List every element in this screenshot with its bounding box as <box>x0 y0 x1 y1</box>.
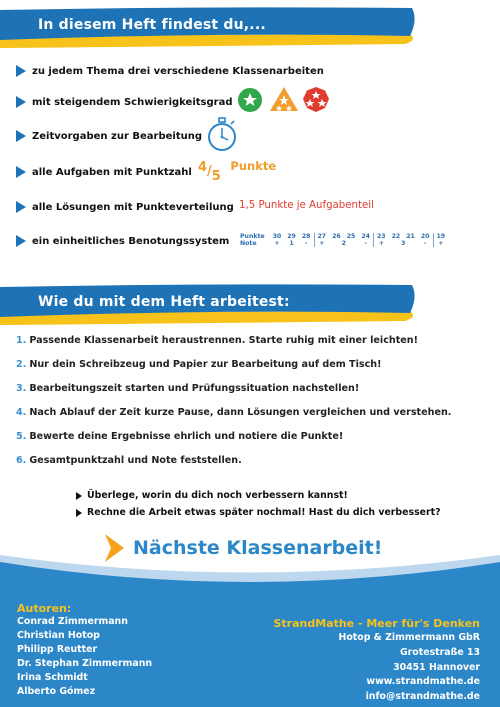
note-cell: + <box>274 240 280 247</box>
note-cell: 3 <box>401 240 406 247</box>
points-cell: 21 <box>406 233 415 240</box>
tip-text: Rechne die Arbeit etwas später nochmal! Hast du dich verbessert? <box>87 507 441 518</box>
feature-label: alle Lösungen mit Punkteverteilung <box>32 201 234 213</box>
note-cell: + <box>374 240 389 247</box>
feature-label: alle Aufgaben mit Punktzahl <box>32 166 192 178</box>
author-name: Philipp Reutter <box>17 644 98 655</box>
points-label: Punkte <box>240 233 265 240</box>
points-cell: 23 <box>374 233 389 240</box>
author-name: Conrad Zimmermann <box>17 616 128 627</box>
tip-text: Überlege, worin du dich noch verbessern kannst! <box>87 490 348 501</box>
feature-label: zu jedem Thema drei verschiedene Klassenarbeiten <box>32 65 324 77</box>
note-cell: - <box>304 240 308 247</box>
step-text: Passende Klassenarbeit heraustrennen. Starte ruhig mit einer leichten! <box>29 335 419 346</box>
publisher-website-link[interactable]: www.strandmathe.de <box>366 676 480 688</box>
authors-title: Autoren: <box>17 602 72 615</box>
step-text: Gesamtpunktzahl und Note feststellen. <box>29 455 242 466</box>
publisher-street: Grotestraße 13 <box>399 646 480 658</box>
points-cell: 26 <box>332 233 341 240</box>
points-cell: 28 <box>301 233 311 240</box>
feature-label: mit steigendem Schwierigkeitsgrad <box>32 96 233 108</box>
publisher-city: 30451 Hannover <box>393 661 480 673</box>
publisher-block <box>273 616 480 705</box>
authors-block <box>17 602 152 699</box>
step-text: Bewerte deine Ergebnisse ehrlich und notiere die Punkte! <box>29 431 344 442</box>
note-cell: + <box>314 240 329 247</box>
note-cell: 1 <box>289 240 294 247</box>
author-name: Dr. Stephan Zimmermann <box>17 658 153 669</box>
note-cell: + <box>433 240 448 247</box>
feature-label: Zeitvorgaben zur Bearbeitung <box>32 130 202 142</box>
points-cell: 30 <box>272 233 282 240</box>
step-number: 5. <box>16 431 27 442</box>
step-number: 6. <box>16 455 27 466</box>
points-cell: 25 <box>346 233 356 240</box>
publisher-company: Hotop & Zimmermann GbR <box>338 632 480 643</box>
note-cell: 2 <box>341 240 346 247</box>
points-cell: 27 <box>314 233 329 240</box>
points-numerator: 4 <box>198 160 208 175</box>
note-label: Note <box>240 240 257 247</box>
author-name: Irina Schmidt <box>17 672 88 683</box>
points-cell: 22 <box>391 233 401 240</box>
note-cell: - <box>364 240 367 247</box>
feature-label: ein einheitliches Benotungssystem <box>32 235 230 247</box>
step-number: 3. <box>16 383 27 394</box>
step-number: 2. <box>16 359 27 370</box>
next-exam-label: Nächste Klassenarbeit! <box>133 537 383 559</box>
banner-title: Wie du mit dem Heft arbeitest: <box>38 294 290 310</box>
step-text: Nur dein Schreibzeug und Papier zur Bearbeitung auf dem Tisch! <box>29 359 382 370</box>
step-number: 1. <box>16 335 27 346</box>
points-slash: / <box>207 164 212 179</box>
publisher-title: StrandMathe - Meer für's Denken <box>273 617 480 630</box>
publisher-email-link[interactable]: info@strandmathe.de <box>365 691 480 703</box>
points-cell: 19 <box>433 233 448 240</box>
step-text: Nach Ablauf der Zeit kurze Pause, dann Lösungen vergleichen und verstehen. <box>29 407 452 418</box>
author-name: Alberto Gómez <box>17 686 96 697</box>
step-text: Bearbeitungszeit starten und Prüfungssituation nachstellen! <box>29 383 360 394</box>
step-number: 4. <box>16 407 27 418</box>
points-word: Punkte <box>230 159 277 173</box>
points-cell: 29 <box>287 233 296 240</box>
author-name: Christian Hotop <box>17 630 100 641</box>
points-denominator: 5 <box>211 169 221 184</box>
points-cell: 24 <box>361 233 370 240</box>
points-cell: 20 <box>420 233 430 240</box>
solution-example: 1,5 Punkte je Aufgabenteil <box>239 200 374 211</box>
note-cell: - <box>423 240 427 247</box>
banner-title: In diesem Heft findest du,... <box>38 17 266 33</box>
